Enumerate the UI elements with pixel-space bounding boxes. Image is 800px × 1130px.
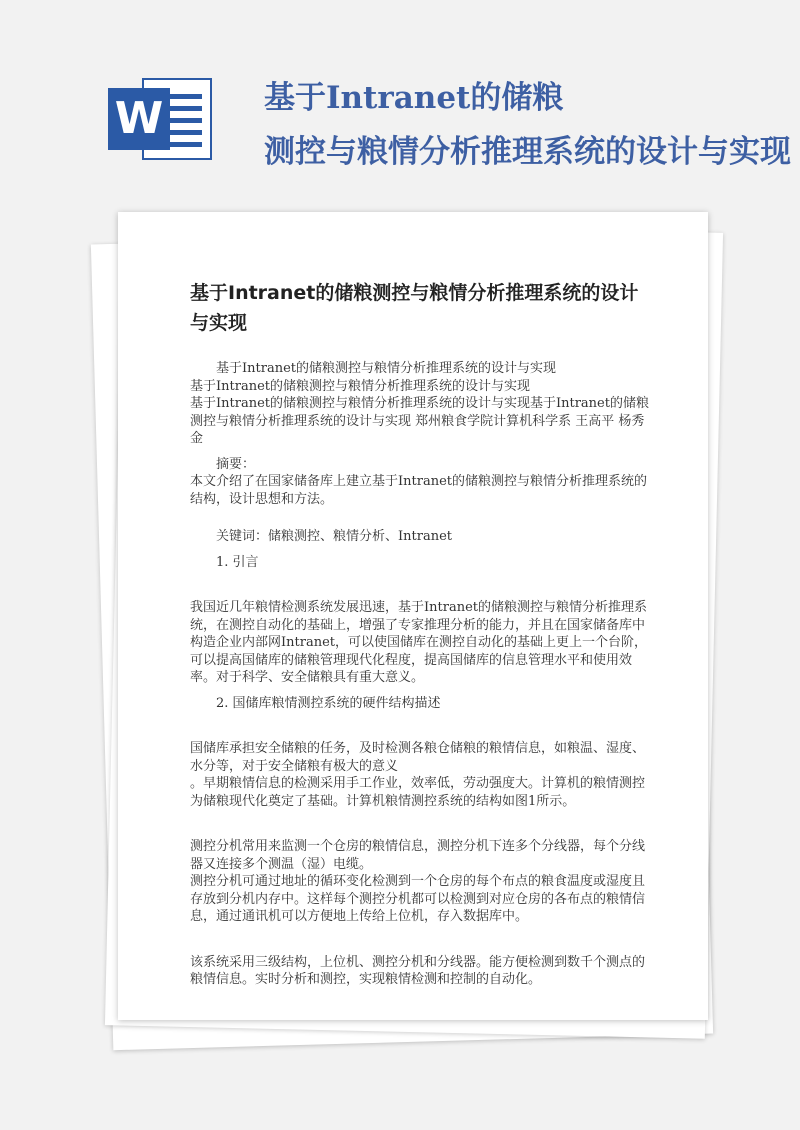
- section-2-heading: 2. 国储库粮情测控系统的硬件结构描述: [216, 695, 441, 711]
- document-page: [118, 212, 708, 1020]
- title-repeat-authors: 基于Intranet的储粮测控与粮情分析推理系统的设计与实现基于Intranet的储粮测控与粮情分析推理系统的设计与实现 郑州粮食学院计算机科学系 王高平 杨秀金: [190, 396, 649, 446]
- section-2-paragraph-4: 测控分机可通过地址的循环变化检测到一个仓房的每个布点的粮食温度或湿度且存放到分机内存中。这样每个测控分机都可以检测到对应仓房的各布点的粮情信息，通过通讯机可以方便地上传给上位机，存入数据库中。: [190, 874, 646, 924]
- document-content: [190, 278, 650, 989]
- section-2-paragraph-1: 国储库承担安全储粮的任务，及时检测各粮仓储粮的粮情信息，如粮温、湿度、水分等，对于安全储粮有极大的意义: [190, 741, 646, 774]
- header-title-line1: 基于Intranet的储粮: [264, 80, 564, 116]
- word-document-icon: [108, 78, 212, 160]
- section-2-paragraph-5: 该系统采用三级结构，上位机、测控分机和分线器。能方便检测到数千个测点的粮情信息。实时分析和测控，实现粮情检测和控制的自动化。: [190, 954, 646, 987]
- header-title-line2: 测控与粮情分析推理系统的设计与实现: [264, 134, 791, 170]
- abstract-label: 摘要：: [216, 456, 256, 472]
- section-2-paragraph-3: 测控分机常用来监测一个仓房的粮情信息，测控分机下连多个分线器，每个分线器又连接多个测温（湿）电缆。: [190, 839, 646, 872]
- abstract-text: 本文介绍了在国家储备库上建立基于Intranet的储粮测控与粮情分析推理系统的结构，设计思想和方法。: [190, 474, 647, 507]
- title-repeat-2: 基于Intranet的储粮测控与粮情分析推理系统的设计与实现: [190, 378, 530, 394]
- word-logo-letter: W: [108, 88, 170, 150]
- keywords: 关键词：储粮测控、粮情分析、Intranet: [216, 529, 452, 544]
- document-title: 基于Intranet的储粮测控与粮情分析推理系统的设计与实现: [190, 282, 639, 334]
- title-repeat-1: 基于Intranet的储粮测控与粮情分析推理系统的设计与实现: [216, 361, 556, 376]
- section-2-paragraph-2: 。早期粮情信息的检测采用手工作业，效率低，劳动强度大。计算机的粮情测控为储粮现代化奠定了基础。计算机粮情测控系统的结构如图1所示。: [190, 776, 646, 809]
- section-1-paragraph: 我国近几年粮情检测系统发展迅速，基于Intranet的储粮测控与粮情分析推理系统，在测控自动化的基础上，增强了专家推理分析的能力，并且在国家储备库中构造企业内部网Intranet，可以使国储库在测控自动化的基础上更上一个台阶，可以提高国储库的储粮管理现代化程度，提高国储库的信息管理水平和使用效率。对于科学、安全储粮具有重大意义。: [190, 600, 647, 685]
- section-1-heading: 1. 引言: [216, 554, 259, 570]
